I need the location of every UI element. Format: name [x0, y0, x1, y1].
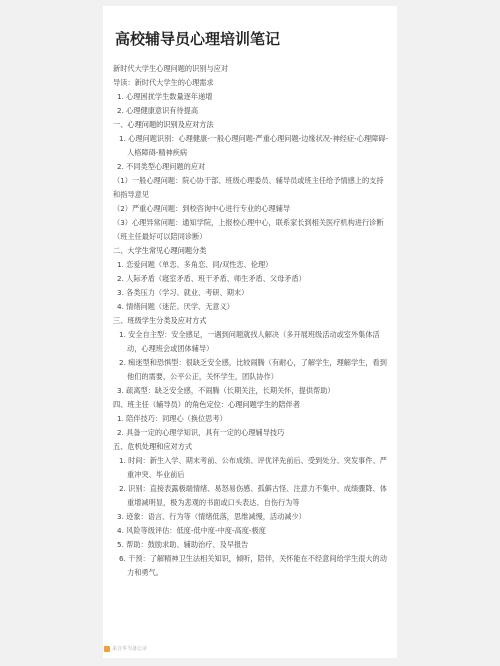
note-line: 3. 迹象：语言、行为等（情绪低落，思维减慢，活动减少） — [117, 512, 306, 521]
note-line: 2. 不同类型心理问题的应对 — [117, 162, 206, 171]
note-body — [113, 62, 389, 580]
note-line: 4. 情绪问题（迷茫、厌学、无意义） — [117, 302, 234, 311]
note-title: 高校辅导员心理培训笔记 — [115, 30, 281, 48]
note-line: 3. 疏离型：缺乏安全感，不闹腾（长期关注，长期关怀，提供帮助） — [117, 386, 335, 395]
note-line: 1. 心理问题识别：心理健康-一般心理问题-严重心理问题-边缘状况-神经症-心理障碍-人格障碍-精神疾病 — [119, 134, 389, 157]
note-line: 3. 各类压力（学习、就业、考研、期末） — [117, 288, 249, 297]
footer-source-text: 来自华为备忘录 — [112, 646, 148, 652]
note-line: 五、危机处理和应对方式 — [113, 442, 193, 451]
note-page — [103, 6, 397, 658]
note-line: 1. 陪伴技巧：同理心（换位思考） — [117, 414, 227, 423]
note-line: 1. 心理困扰学生数量逐年递增 — [117, 92, 213, 101]
note-line: 2. 具备一定的心理学知识，具有一定的心理辅导技巧 — [117, 428, 285, 437]
note-line: 1. 安全自主型：安全感足，一遇到问题就找人解决（多开展班级活动或室外集体活动，心理班会或团体辅导） — [119, 330, 380, 353]
memo-app-icon — [104, 646, 110, 652]
note-line: （3）心理异常问题：通知学院，上报校心理中心，联系家长到相关医疗机构进行诊断（班主任最好可以陪同诊断） — [113, 218, 384, 241]
note-line: 导读：新时代大学生的心理需求 — [113, 78, 214, 87]
note-line: 一、心理问题的识别及应对方法 — [113, 120, 214, 129]
note-line: 三、班级学生分类及应对方式 — [113, 316, 207, 325]
note-line: 6. 干预：了解精神卫生法相关知识，倾听，陪伴，关怀能在不经意间给学生很大的动力和勇气。 — [119, 554, 387, 577]
note-line: 二、大学生常见心理问题分类 — [113, 246, 207, 255]
note-line: 2. 识别：直接表露极端情绪、易怒易伤感、孤僻古怪、注意力不集中、成绩骤降、体重增减明显，极为悲观的书面或口头表达、自伤行为等 — [119, 484, 387, 507]
note-line: 2. 人际矛盾（寝室矛盾、班干矛盾、师生矛盾、父母矛盾） — [117, 274, 306, 283]
note-line: 1. 恋爱问题（单恋、多角恋、同/双性恋、伦理） — [117, 260, 273, 269]
note-line: 4. 风险等级评估：低度-低中度-中度-高度-极度 — [117, 526, 266, 535]
note-line: 新时代大学生心理问题的识别与应对 — [113, 64, 229, 73]
note-line: （1）一般心理问题：院心协干部、班级心理委员、辅导员或班主任给予情感上的支持和指导意见 — [113, 176, 384, 199]
note-line: 1. 时间：新生入学、期末考前、公布成绩、评优评先前后、受到处分、突发事件、严重冲突、毕业前后 — [119, 456, 387, 479]
note-footer — [104, 645, 147, 652]
note-line: 2. 痴迷型和恐惧型：很缺乏安全感，比较闹腾（有耐心，了解学生，理解学生，看到他们的需要，公平公正，关怀学生，团队协作） — [119, 358, 387, 381]
note-line: （2）严重心理问题：到校咨询中心进行专业的心理辅导 — [113, 204, 291, 213]
note-line: 5. 帮助：鼓励求助、辅助治疗、及早报告 — [117, 540, 249, 549]
note-line: 2. 心理健康意识有待提高 — [117, 106, 199, 115]
note-line: 四、班主任（辅导员）的角色定位：心理问题学生的陪伴者 — [113, 400, 300, 409]
